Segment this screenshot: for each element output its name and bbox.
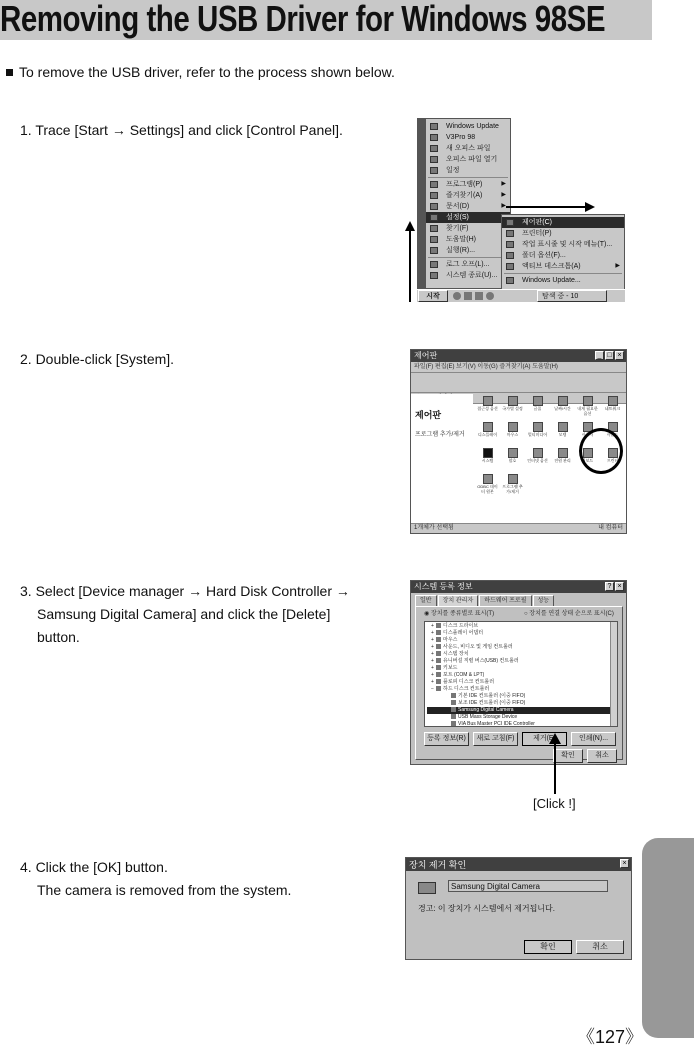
radio-by-connection-label: 장치를 연결 상태 순으로 표시(C) xyxy=(529,611,614,617)
control-panel-description: 프로그램 추가/제거 xyxy=(415,432,465,438)
ie-icon[interactable] xyxy=(453,292,461,300)
tree-expand-icon: + xyxy=(431,658,434,664)
menu-item-label: Windows Update... xyxy=(522,277,581,284)
settings-submenu-item[interactable] xyxy=(502,239,624,250)
menu-separator xyxy=(428,257,508,258)
control-panel-item[interactable] xyxy=(600,396,625,422)
device-tree-item[interactable] xyxy=(427,623,615,630)
device-label: 포트 (COM & LPT) xyxy=(443,672,485,678)
device-icon xyxy=(436,637,441,642)
start-menu-item[interactable] xyxy=(426,259,510,270)
tree-expand-icon: + xyxy=(431,637,434,643)
control-panel-item[interactable] xyxy=(550,396,575,422)
device-label: 보조 IDE 컨트롤러 (이중 FIFO) xyxy=(458,700,526,706)
control-panel-item-label: 디스플레이 xyxy=(477,432,498,437)
control-panel-item-icon xyxy=(558,396,568,406)
menu-item-icon xyxy=(430,214,438,221)
control-panel-item-label: 사운드 xyxy=(606,432,619,437)
control-panel-item-icon xyxy=(533,396,543,406)
control-panel-menubar[interactable]: 파일(F) 편집(E) 보기(V) 이동(G) 즐겨찾기(A) 도움말(H) xyxy=(411,362,626,373)
side-tab-marker xyxy=(642,838,694,1038)
device-icon xyxy=(451,721,456,726)
close-icon[interactable]: × xyxy=(615,582,624,591)
device-label: 시스템 장치 xyxy=(443,651,469,657)
status-text: 1개체가 선택됨 xyxy=(414,525,454,531)
control-panel-item[interactable] xyxy=(500,422,525,448)
control-panel-item[interactable] xyxy=(475,474,500,500)
outlook-icon[interactable] xyxy=(464,292,472,300)
tree-expand-icon: + xyxy=(431,672,434,678)
radio-by-type[interactable]: ◉ 장치를 종류별로 표시(T) xyxy=(424,611,495,617)
remove-button[interactable]: 제거(E) xyxy=(522,732,567,746)
menu-item-icon xyxy=(430,134,438,141)
control-panel-item-label: 암호 xyxy=(508,458,517,463)
menu-item-label: 일정 xyxy=(446,167,460,174)
minimize-icon[interactable]: _ xyxy=(595,351,604,360)
menu-item-label: 프린터(P) xyxy=(522,230,552,237)
device-label: 키보드 xyxy=(443,665,458,671)
menu-item-icon xyxy=(430,145,438,152)
close-icon[interactable]: × xyxy=(620,859,629,868)
tree-expand-icon: + xyxy=(431,644,434,650)
control-panel-item-label: 접근성 옵션 xyxy=(477,406,498,411)
start-menu-item[interactable] xyxy=(426,234,510,245)
system-properties-tabs xyxy=(411,593,626,606)
step-1-text: 1. Trace [Start → Settings] and click [Control Panel]. xyxy=(20,122,343,138)
menu-item-icon xyxy=(506,241,514,248)
arrow-right-line xyxy=(506,206,586,208)
click-label: [Click !] xyxy=(533,796,576,811)
control-panel-item[interactable] xyxy=(500,474,525,500)
radio-by-type-label: 장치를 종류별로 표시(T) xyxy=(430,611,495,617)
device-tree[interactable] xyxy=(424,621,618,727)
start-menu-item[interactable] xyxy=(426,212,510,223)
control-panel-item-icon xyxy=(608,396,618,406)
control-panel-heading: 제어판 xyxy=(415,410,442,420)
cancel-button[interactable]: 취소 xyxy=(587,749,617,763)
start-menu-item[interactable] xyxy=(426,132,510,143)
control-panel-window-title: 제어판 xyxy=(414,351,438,360)
device-icon xyxy=(451,700,456,705)
control-panel-item-label: 마우스 xyxy=(506,432,519,437)
print-button[interactable]: 인쇄(N)... xyxy=(571,732,616,746)
device-tree-item[interactable] xyxy=(427,707,615,714)
menu-item-icon xyxy=(430,123,438,130)
ok-button[interactable]: 확인 xyxy=(524,940,572,954)
control-panel-screenshot xyxy=(410,349,627,534)
control-panel-item-label: 프린터 xyxy=(606,458,619,463)
device-icon xyxy=(436,623,441,628)
arrow-up-line xyxy=(409,230,411,302)
step-3-line-3: button. xyxy=(37,629,80,645)
step-3 xyxy=(20,580,350,649)
confirm-window-title: 장치 제거 확인 xyxy=(409,859,467,870)
device-icon xyxy=(451,693,456,698)
confirm-titlebar xyxy=(406,858,631,871)
settings-submenu-item[interactable] xyxy=(502,261,624,272)
menu-item-label: 새 오피스 파일 xyxy=(446,145,491,152)
menu-item-icon xyxy=(430,181,438,188)
start-menu-item[interactable] xyxy=(426,121,510,132)
control-panel-item-icon xyxy=(483,474,493,484)
click-arrow-line xyxy=(554,742,556,794)
start-menu xyxy=(417,118,511,289)
taskbar-explorer-item[interactable]: 탐색 중 - 10 xyxy=(537,290,607,302)
start-menu-item[interactable] xyxy=(426,270,510,281)
arrow-right-head-icon xyxy=(585,202,595,212)
device-icon xyxy=(436,679,441,684)
device-tree-item[interactable] xyxy=(427,665,615,672)
control-panel-item-icon xyxy=(483,396,493,406)
tab-1[interactable]: 장치 관리자 xyxy=(438,595,479,606)
control-panel-item-label: 네트워크 xyxy=(604,406,621,411)
properties-button[interactable]: 등록 정보(R) xyxy=(424,732,469,746)
menu-item-icon xyxy=(430,247,438,254)
device-label: VIA Bus Master PCI IDE Controller xyxy=(458,721,535,727)
removal-warning: 경고: 이 장치가 시스템에서 제거됩니다. xyxy=(418,904,555,913)
control-panel-item-icon xyxy=(533,422,543,432)
device-icon xyxy=(436,658,441,663)
step-4-line-2: The camera is removed from the system. xyxy=(37,882,292,898)
start-menu-screenshot xyxy=(403,113,633,303)
device-tree-item[interactable] xyxy=(427,721,615,727)
start-menu-items xyxy=(426,121,510,281)
tab-2[interactable]: 하드웨어 프로필 xyxy=(479,595,531,606)
step-3-line-2: Samsung Digital Camera] and click the [Delete] xyxy=(37,606,331,622)
submenu-arrow-icon: ▶ xyxy=(501,181,506,187)
control-panel-item-icon xyxy=(533,448,543,458)
control-panel-titlebar xyxy=(411,350,626,362)
start-menu-item[interactable] xyxy=(426,179,510,190)
device-label: 디스크 드라이브 xyxy=(443,623,479,629)
device-tree-item[interactable] xyxy=(427,651,615,658)
device-tree-item[interactable] xyxy=(427,637,615,644)
system-properties-title: 시스템 등록 정보 xyxy=(414,582,473,591)
start-menu-item[interactable] xyxy=(426,154,510,165)
tab-3[interactable]: 성능 xyxy=(533,595,555,606)
tree-expand-icon: + xyxy=(431,665,434,671)
settings-submenu-item[interactable] xyxy=(502,228,624,239)
device-tree-item[interactable] xyxy=(427,700,615,707)
quick-launch xyxy=(453,292,497,300)
desktop-icon[interactable] xyxy=(475,292,483,300)
control-panel-item-label: 내게 필요한 옵션 xyxy=(577,406,598,416)
control-panel-item[interactable] xyxy=(475,448,500,474)
maximize-icon[interactable]: □ xyxy=(605,351,614,360)
menu-item-label: 폴더 옵션(F)... xyxy=(522,252,566,259)
control-panel-item-label: 모뎀 xyxy=(558,432,567,437)
device-label: Samsung Digital Camera xyxy=(458,707,514,713)
menu-item-icon xyxy=(430,167,438,174)
control-panel-item-label: 프로그램 추가/제거 xyxy=(502,484,523,494)
device-label: 기본 IDE 컨트롤러 (이중 FIFO) xyxy=(458,693,526,699)
start-menu-item[interactable] xyxy=(426,190,510,201)
control-panel-item-icon xyxy=(508,396,518,406)
menu-item-label: 액티브 데스크톱(A) xyxy=(522,263,581,270)
device-tree-item[interactable] xyxy=(427,693,615,700)
submenu-arrow-icon: ▶ xyxy=(501,203,506,209)
refresh-button[interactable]: 새로 고침(F) xyxy=(473,732,518,746)
menu-item-icon xyxy=(506,252,514,259)
menu-separator xyxy=(428,177,508,178)
channel-icon[interactable] xyxy=(486,292,494,300)
device-icon xyxy=(451,707,456,712)
menu-item-label: V3Pro 98 xyxy=(446,134,476,141)
control-panel-item-icon xyxy=(508,422,518,432)
control-panel-item-label: 멀티미디어 xyxy=(527,432,548,437)
menu-item-label: 도움말(H) xyxy=(446,236,477,243)
control-panel-left-pane xyxy=(411,394,473,522)
system-properties-titlebar xyxy=(411,581,626,593)
device-manager-screenshot xyxy=(410,580,627,765)
control-panel-item-label: 전원 관리 xyxy=(554,458,571,463)
taskbar xyxy=(417,289,625,302)
control-panel-item[interactable] xyxy=(525,448,550,474)
control-panel-item[interactable] xyxy=(550,448,575,474)
menu-item-label: Windows Update xyxy=(446,123,499,130)
menu-item-icon xyxy=(430,261,438,268)
tree-expand-icon: + xyxy=(431,651,434,657)
arrow-up-head-icon xyxy=(405,221,415,231)
control-panel-item-icon xyxy=(558,448,568,458)
control-panel-item[interactable] xyxy=(550,422,575,448)
control-panel-item-icon xyxy=(558,422,568,432)
step-4 xyxy=(20,856,291,902)
device-icon xyxy=(436,686,441,691)
control-panel-item[interactable] xyxy=(500,448,525,474)
device-label: 사운드, 비디오 및 게임 컨트롤러 xyxy=(443,644,513,650)
device-tree-item[interactable] xyxy=(427,672,615,679)
control-panel-item[interactable] xyxy=(575,396,600,422)
control-panel-item-icon xyxy=(508,448,518,458)
control-panel-item-icon xyxy=(483,422,493,432)
device-tree-item[interactable] xyxy=(427,679,615,686)
control-panel-item-label: ODBC 데이터 원본 xyxy=(477,484,498,494)
control-panel-item[interactable] xyxy=(475,422,500,448)
menu-item-label: 설정(S) xyxy=(446,214,469,221)
confirm-removal-screenshot xyxy=(405,857,632,960)
device-icon xyxy=(451,714,456,719)
control-panel-item-label: 인터넷 옵션 xyxy=(527,458,548,463)
intro-line xyxy=(6,63,395,81)
control-panel-item-label: 국가별 설정 xyxy=(502,406,523,411)
step-4-line-1: 4. Click the [OK] button. xyxy=(20,859,168,875)
device-label: 마우스 xyxy=(443,637,458,643)
tree-expand-icon: + xyxy=(431,623,434,629)
step-2-text: 2. Double-click [System]. xyxy=(20,351,175,367)
menu-separator xyxy=(504,273,622,274)
menu-item-icon xyxy=(430,225,438,232)
device-name: Samsung Digital Camera xyxy=(448,880,608,892)
device-label: 유니버설 직렬 버스(USB) 컨트롤러 xyxy=(443,658,519,664)
control-panel-toolbar xyxy=(411,373,626,393)
system-icon-highlight-circle xyxy=(579,428,623,474)
click-arrow-head-icon xyxy=(549,733,561,744)
device-tree-item[interactable] xyxy=(427,630,615,637)
control-panel-item-icon xyxy=(508,474,518,484)
submenu-items xyxy=(502,217,624,286)
device-icon xyxy=(436,665,441,670)
menu-item-label: 로그 오프(L)... xyxy=(446,261,490,268)
device-tree-item[interactable] xyxy=(427,644,615,651)
status-right-text: 내 컴퓨터 xyxy=(598,525,623,531)
menu-item-label: 제어판(C) xyxy=(522,219,553,226)
start-menu-item[interactable] xyxy=(426,201,510,212)
device-icon xyxy=(436,651,441,656)
menu-item-icon xyxy=(506,230,514,237)
menu-item-icon xyxy=(506,277,514,284)
device-manager-buttons xyxy=(424,732,618,746)
menu-item-icon xyxy=(430,203,438,210)
device-label: USB Mass Storage Device xyxy=(458,714,518,720)
device-tree-item[interactable] xyxy=(427,714,615,721)
page-title: Removing the USB Driver for Windows 98SE xyxy=(0,0,606,39)
menu-item-icon xyxy=(506,263,514,270)
tab-0[interactable]: 일반 xyxy=(415,595,437,606)
menu-item-icon xyxy=(430,156,438,163)
menu-item-label: 찾기(F) xyxy=(446,225,469,232)
start-menu-item[interactable] xyxy=(426,143,510,154)
control-panel-item[interactable] xyxy=(525,396,550,422)
menu-item-icon xyxy=(430,192,438,199)
submenu-arrow-icon: ▶ xyxy=(615,263,620,269)
settings-submenu-item[interactable] xyxy=(502,275,624,286)
device-icon xyxy=(436,630,441,635)
menu-item-label: 시스템 종료(U)... xyxy=(446,272,498,279)
start-menu-item[interactable] xyxy=(426,245,510,256)
device-tree-item[interactable] xyxy=(427,686,615,693)
device-label: 디스플레이 어댑터 xyxy=(443,630,484,636)
step-3-line-1: 3. Select [Device manager → Hard Disk Controller → xyxy=(20,583,350,599)
submenu-arrow-icon: ▶ xyxy=(501,192,506,198)
start-menu-side-band xyxy=(418,119,426,288)
device-icon xyxy=(436,644,441,649)
control-panel-item-label: 사용자 xyxy=(581,432,594,437)
menu-item-icon xyxy=(430,236,438,243)
control-panel-item-label: 글꼴 xyxy=(533,406,542,411)
start-button[interactable]: 시작 xyxy=(418,290,448,302)
device-label: 플로피 디스크 컨트롤러 xyxy=(443,679,495,685)
tree-expand-icon: − xyxy=(431,686,434,692)
menu-item-label: 문서(D) xyxy=(446,203,470,210)
control-panel-item-icon xyxy=(483,448,493,458)
device-tree-item[interactable] xyxy=(427,658,615,665)
radio-by-connection[interactable]: ○ 장치를 연결 상태 순으로 표시(C) xyxy=(524,611,614,617)
start-menu-item[interactable] xyxy=(426,165,510,176)
page-number: 《127》 xyxy=(577,1027,644,1047)
menu-item-label: 오피스 파일 열기 xyxy=(446,156,498,163)
menu-item-label: 작업 표시줄 및 시작 메뉴(T)... xyxy=(522,241,613,248)
device-tree-scrollbar[interactable] xyxy=(610,622,617,726)
cancel-button[interactable]: 취소 xyxy=(576,940,624,954)
menu-item-label: 실행(R)... xyxy=(446,247,476,254)
ok-button[interactable]: 확인 xyxy=(553,749,583,763)
settings-submenu-item[interactable] xyxy=(502,250,624,261)
control-panel-statusbar xyxy=(411,523,626,533)
control-panel-item-icon xyxy=(583,396,593,406)
help-icon[interactable]: ? xyxy=(605,582,614,591)
start-menu-item[interactable] xyxy=(426,223,510,234)
settings-submenu-item[interactable] xyxy=(502,217,624,228)
tree-expand-icon: + xyxy=(431,630,434,636)
menu-item-label: 프로그램(P) xyxy=(446,181,483,188)
device-manager-panel xyxy=(415,606,623,760)
control-panel-item-label: 시스템 xyxy=(481,458,494,463)
control-panel-item[interactable] xyxy=(525,422,550,448)
menu-item-icon xyxy=(430,272,438,279)
close-icon[interactable]: × xyxy=(615,351,624,360)
bullet-square-icon xyxy=(6,69,13,76)
device-icon xyxy=(436,672,441,677)
menu-item-icon xyxy=(506,219,514,226)
menu-item-label: 즐겨찾기(A) xyxy=(446,192,483,199)
control-panel-item[interactable] xyxy=(475,396,500,422)
intro-text: To remove the USB driver, refer to the process shown below. xyxy=(19,64,395,80)
control-panel-item[interactable] xyxy=(500,396,525,422)
device-label: 하드 디스크 컨트롤러 xyxy=(443,686,490,692)
control-panel-item-label: 키보드 xyxy=(581,458,594,463)
settings-submenu xyxy=(501,214,625,290)
camera-icon xyxy=(418,882,436,894)
control-panel-item-label: 날짜/시간 xyxy=(554,406,571,411)
tree-expand-icon: + xyxy=(431,679,434,685)
